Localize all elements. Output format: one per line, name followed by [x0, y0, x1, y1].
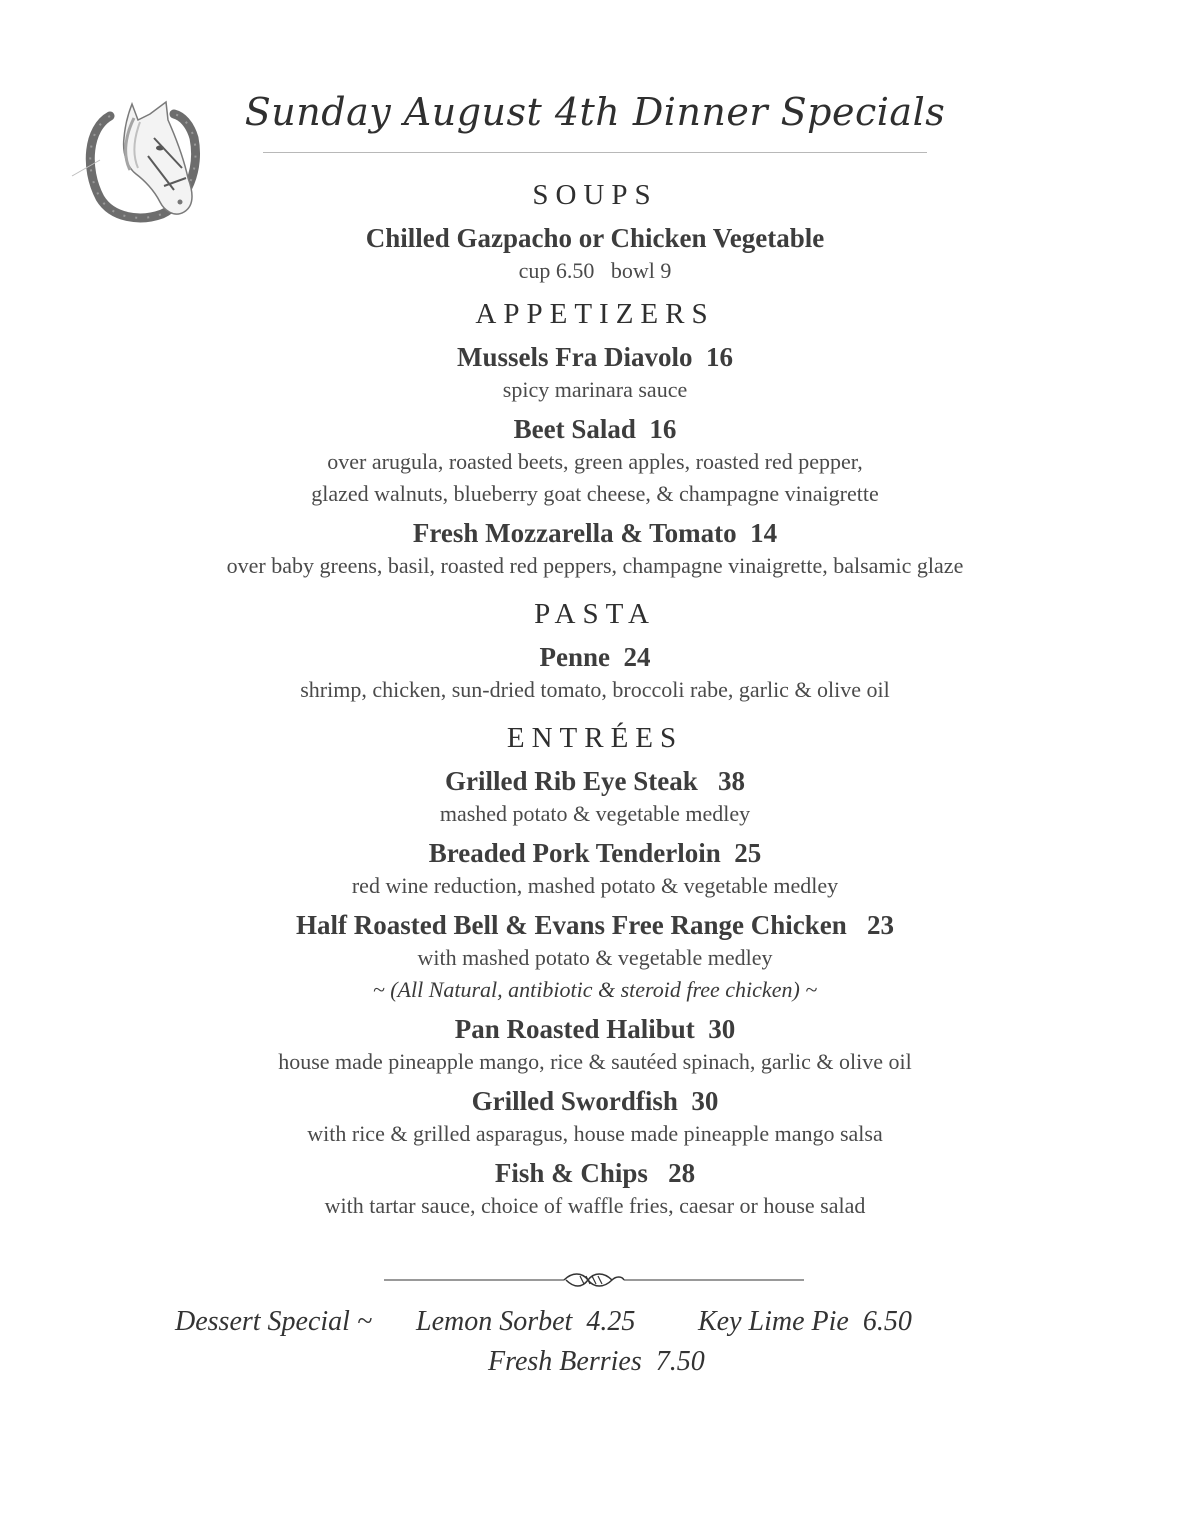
menu-item-desc: with tartar sauce, choice of waffle fries, caesar or house salad	[324, 1193, 866, 1218]
flourish-divider-icon	[384, 1270, 804, 1290]
menu-item-desc: house made pineapple mango, rice & sautéed spinach, garlic & olive oil	[278, 1049, 912, 1074]
dessert-item: Lemon Sorbet 4.25	[416, 1306, 636, 1337]
menu-item-name: Beet Salad 16	[513, 414, 677, 444]
menu-item-name: Chilled Gazpacho or Chicken Vegetable	[365, 223, 825, 253]
menu-item-desc: red wine reduction, mashed potato & vegetable medley	[351, 873, 839, 898]
page-title: Sunday August 4th Dinner Specials	[244, 90, 946, 134]
menu-item-note: ~ (All Natural, antibiotic & steroid free chicken) ~	[372, 977, 818, 1002]
menu-body	[0, 168, 1190, 1222]
menu-item-name: Fresh Mozzarella & Tomato 14	[412, 518, 778, 548]
section-heading-soups: SOUPS	[532, 179, 658, 211]
section-heading-pasta: PASTA	[534, 598, 656, 630]
menu-item-name: Mussels Fra Diavolo 16	[457, 342, 733, 372]
dessert-item: Key Lime Pie 6.50	[698, 1306, 912, 1337]
menu-item-desc: over arugula, roasted beets, green apples, roasted red pepper,	[327, 449, 863, 474]
menu-item-name: Breaded Pork Tenderloin 25	[428, 838, 762, 868]
menu-item-desc: over baby greens, basil, roasted red peppers, champagne vinaigrette, balsamic glaze	[226, 553, 964, 578]
menu-item-desc: shrimp, chicken, sun-dried tomato, broccoli rabe, garlic & olive oil	[300, 677, 890, 702]
menu-item-desc: spicy marinara sauce	[502, 377, 688, 402]
section-heading-entrees: ENTRÉES	[506, 722, 684, 754]
menu-item-desc: cup 6.50 bowl 9	[518, 258, 672, 283]
dessert-label: Dessert Special ~	[175, 1306, 373, 1337]
menu-item-desc: with mashed potato & vegetable medley	[417, 945, 773, 970]
title-divider	[263, 152, 927, 153]
menu-item-name: Pan Roasted Halibut 30	[454, 1014, 736, 1044]
menu-item-name: Grilled Rib Eye Steak 38	[444, 766, 745, 796]
section-heading-appetizers: APPETIZERS	[475, 298, 715, 330]
dessert-item: Fresh Berries 7.50	[488, 1346, 705, 1377]
menu-item-desc: glazed walnuts, blueberry goat cheese, & champagne vinaigrette	[311, 481, 879, 506]
menu-item-name: Half Roasted Bell & Evans Free Range Chicken 23	[296, 910, 894, 940]
menu-item-name: Fish & Chips 28	[494, 1158, 696, 1188]
menu-item-desc: with rice & grilled asparagus, house made pineapple mango salsa	[307, 1121, 883, 1146]
menu-item-name: Grilled Swordfish 30	[471, 1086, 719, 1116]
menu-item-name: Penne 24	[539, 642, 651, 672]
menu-item-desc: mashed potato & vegetable medley	[439, 801, 751, 826]
